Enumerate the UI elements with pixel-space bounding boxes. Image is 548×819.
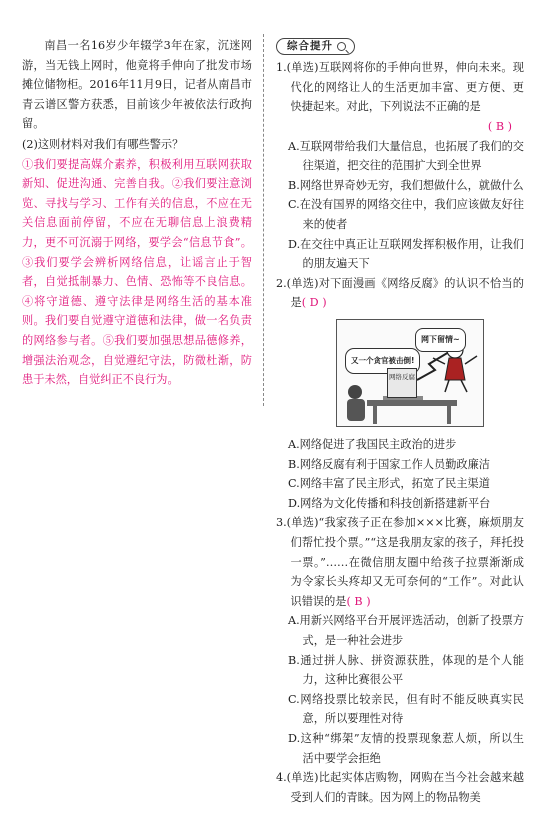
cartoon-bubble-netizen: 又一个贪官被击倒! (345, 348, 420, 374)
question-2-answer: ( D ) (301, 296, 327, 310)
question-4-stem: 4.(单选)比起实体店购物，网购在当今社会越来越受到人们的青睐。因为网上的物品物美 (276, 771, 524, 804)
question-1-option-c: C.在没有国界的网络交往中，我们应该做友好往来的使者 (288, 198, 524, 232)
question-2 (276, 274, 524, 514)
answer-text: ①我们要提高媒介素养，积极利用互联网获取新知、促进沟通、完善自我。②我们要注意浏览、寻找与学习、工作有关的信息，不应在无关信息面前停留，不应在无聊信息上浪费精力，更不可沉溺于网络，要学会“信息节食”。③我们要学会辨析网络信息，让谣言止于智者，自觉抵制暴力、色情、恐怖等不良信息。④将守道德、遵守法律是网络生活的基本准则。我们要自觉遵守道德和法律，做一名负责的网络参与者。⑤我们要加强思想品德修养，增强法治观念，自觉遵纪守法，防微杜渐，防患于未然，自觉纠正不良行为。 (22, 157, 252, 387)
subquestion-2: (2)这则材料对我们有哪些警示？ (22, 137, 184, 151)
question-1-option-b: B.网络世界奇妙无穷，我们想做什么，就做什么 (288, 178, 524, 192)
question-3-answer: ( B ) (346, 594, 371, 608)
cartoon-screen: 网络反腐 (387, 368, 417, 398)
question-3-stem: 3.(单选)“我家孩子正在参加×××比赛，麻烦朋友们帮忙投个票。”“这是我朋友家的孩子，拜托投一票。”……在微信朋友圈中给孩子拉票渐渐成为令家长头疼却又无可奈何的“工作”。对此认识错误的是 (276, 516, 524, 608)
question-2-option-b: B.网络反腐有利于国家工作人员勤政廉洁 (288, 457, 490, 471)
question-1-option-a: A.互联网带给我们大量信息，也拓展了我们的交往渠道，把交往的范围扩大到全世界 (288, 139, 524, 173)
cartoon-figure (336, 319, 484, 427)
column-divider (263, 34, 264, 406)
question-4 (276, 768, 524, 807)
question-1-answer: ( B ) (487, 120, 512, 134)
question-3-option-a: A.用新兴网络平台开展评选活动，创新了投票方式，是一种社会进步 (288, 614, 524, 647)
question-3-option-d: D.这种“绑架”友情的投票现象惹人烦，所以生活中要学会拒绝 (288, 731, 524, 765)
question-1 (276, 58, 524, 274)
question-1-stem: 1.(单选)互联网将你的手伸向世界，伸向未来。现代化的网络让人的生活更加丰富、更方便、更快捷起来。对此，下列说法不正确的是 (276, 61, 524, 114)
question-2-option-a: A.网络促进了我国民主政治的进步 (288, 438, 457, 452)
section-header (276, 38, 355, 55)
right-column (276, 36, 524, 807)
question-1-option-d: D.在交往中真正让互联网发挥积极作用，让我们的朋友遍天下 (288, 237, 524, 271)
left-column (22, 36, 252, 390)
question-2-stem: 2.(单选)对下面漫画《网络反腐》的认识不恰当的是 (276, 276, 524, 310)
question-2-option-d: D.网络为文化传播和科技创新搭建新平台 (288, 496, 491, 510)
question-3-option-b: B.通过拼人脉、拼资源获胜，体现的是个人能力，这种比赛很公平 (288, 653, 524, 687)
question-3-option-c: C.网络投票比较亲民，但有时不能反映真实民意，所以要理性对待 (288, 692, 524, 726)
search-icon (337, 42, 346, 51)
question-3 (276, 513, 524, 768)
cartoon-bubble-official: 网下留情~ (415, 328, 466, 352)
question-2-option-c: C.网络丰富了民主形式，拓宽了民主渠道 (288, 477, 490, 491)
material-paragraph: 南昌一名16岁少年辍学3年在家，沉迷网游，当无钱上网时，他竟将手伸向了批发市场摊位储物柜。2016年11月9日，记者从南昌市青云谱区警方获悉，目前该少年被依法行政拘留。 (22, 39, 252, 131)
section-title: 综合提升 (287, 40, 333, 52)
